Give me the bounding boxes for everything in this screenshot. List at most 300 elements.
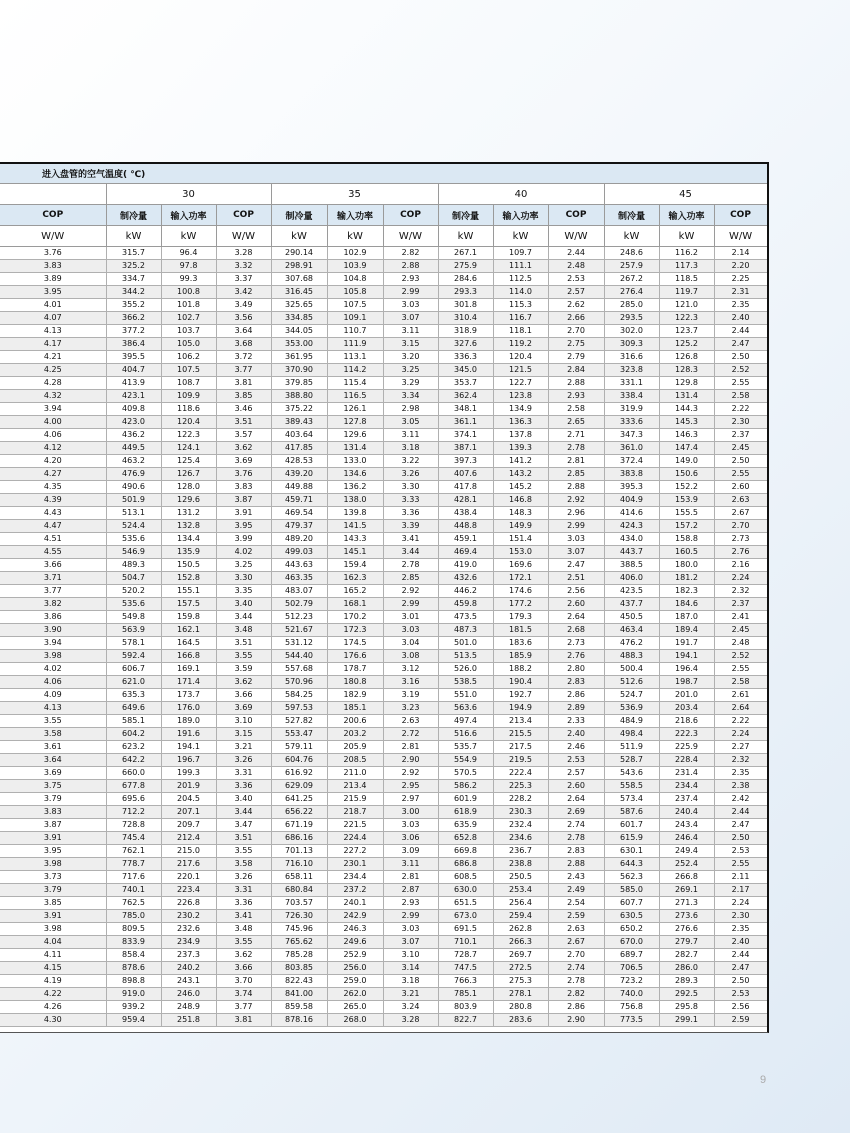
table-cell: 2.31 [714, 286, 767, 299]
table-cell: 2.93 [548, 390, 604, 403]
table-cell: 573.4 [604, 793, 659, 806]
table-cell: 327.6 [438, 338, 493, 351]
table-cell: 3.81 [216, 377, 271, 390]
table-cell: 428.1 [438, 494, 493, 507]
table-cell: 152.2 [659, 481, 714, 494]
table-cell: 4.04 [0, 936, 106, 949]
table-cell: 2.85 [383, 572, 438, 585]
table-cell: 3.36 [383, 507, 438, 520]
table-cell: 3.26 [216, 754, 271, 767]
table-cell: 618.9 [438, 806, 493, 819]
table-row [0, 663, 767, 676]
table-cell: 181.5 [493, 624, 548, 637]
table-cell: 176.0 [161, 702, 216, 715]
table-cell: 3.46 [216, 403, 271, 416]
input-power-header: 输入功率 [493, 205, 548, 226]
table-cell: 3.01 [383, 611, 438, 624]
table-cell: 280.8 [493, 1001, 548, 1014]
table-cell: 2.85 [548, 468, 604, 481]
table-cell: 131.4 [659, 390, 714, 403]
table-cell: 112.5 [493, 273, 548, 286]
table-cell: 148.3 [493, 507, 548, 520]
table-cell: 521.67 [271, 624, 327, 637]
table-cell: 898.8 [106, 975, 161, 988]
table-row [0, 377, 767, 390]
table-cell: 2.71 [548, 429, 604, 442]
table-cell: 213.4 [493, 715, 548, 728]
table-cell: 2.76 [714, 546, 767, 559]
table-row [0, 273, 767, 286]
table-cell: 2.41 [714, 611, 767, 624]
table-cell: 2.55 [714, 377, 767, 390]
table-cell: 500.4 [604, 663, 659, 676]
table-cell: 353.7 [438, 377, 493, 390]
table-cell: 307.68 [271, 273, 327, 286]
table-cell: 2.89 [548, 702, 604, 715]
table-cell: 97.8 [161, 260, 216, 273]
table-cell: 4.12 [0, 442, 106, 455]
table-cell: 2.88 [548, 377, 604, 390]
table-cell: 2.42 [714, 793, 767, 806]
table-cell: 379.85 [271, 377, 327, 390]
table-cell: 395.3 [604, 481, 659, 494]
table-cell: 2.35 [714, 299, 767, 312]
table-cell: 2.40 [714, 312, 767, 325]
table-cell: 476.2 [604, 637, 659, 650]
table-cell: 2.90 [548, 1014, 604, 1027]
table-cell: 331.1 [604, 377, 659, 390]
table-cell: 2.24 [714, 572, 767, 585]
table-cell: 230.1 [327, 858, 383, 871]
table-cell: 513.1 [106, 507, 161, 520]
table-cell: 282.7 [659, 949, 714, 962]
table-cell: 649.6 [106, 702, 161, 715]
table-cell: 723.2 [604, 975, 659, 988]
table-cell: 858.4 [106, 949, 161, 962]
table-cell: 301.8 [438, 299, 493, 312]
table-cell: 3.66 [216, 689, 271, 702]
table-cell: 822.43 [271, 975, 327, 988]
performance-table-container [0, 162, 769, 1033]
table-cell: 2.88 [548, 481, 604, 494]
table-cell: 728.7 [438, 949, 493, 962]
table-cell: 158.8 [659, 533, 714, 546]
table-cell: 601.7 [604, 819, 659, 832]
table-cell: 3.55 [216, 936, 271, 949]
table-cell: 3.79 [0, 884, 106, 897]
table-cell: 553.47 [271, 728, 327, 741]
table-cell: 459.1 [438, 533, 493, 546]
table-cell: 606.7 [106, 663, 161, 676]
table-cell: 3.94 [0, 403, 106, 416]
cop-header: COP [383, 205, 438, 226]
table-cell: 145.2 [493, 481, 548, 494]
table-cell: 652.8 [438, 832, 493, 845]
table-cell: 2.37 [714, 429, 767, 442]
table-cell: 113.1 [327, 351, 383, 364]
table-cell: 215.9 [327, 793, 383, 806]
table-cell: 2.92 [383, 585, 438, 598]
table-cell: 344.05 [271, 325, 327, 338]
table-cell: 3.98 [0, 858, 106, 871]
table-cell: 641.25 [271, 793, 327, 806]
table-cell: 2.99 [383, 910, 438, 923]
table-cell: 133.0 [327, 455, 383, 468]
table-cell: 520.2 [106, 585, 161, 598]
table-row [0, 910, 767, 923]
table-cell: 3.14 [383, 962, 438, 975]
table-row [0, 585, 767, 598]
table-cell: 557.68 [271, 663, 327, 676]
table-cell: 4.27 [0, 468, 106, 481]
table-cell: 395.5 [106, 351, 161, 364]
table-cell: 200.6 [327, 715, 383, 728]
table-cell: 2.47 [714, 819, 767, 832]
table-cell: 170.2 [327, 611, 383, 624]
table-cell: 4.06 [0, 676, 106, 689]
table-cell: 155.5 [659, 507, 714, 520]
cooling-capacity-header: 制冷量 [106, 205, 161, 226]
table-cell: 3.91 [0, 832, 106, 845]
table-cell: 2.83 [548, 676, 604, 689]
table-cell: 248.9 [161, 1001, 216, 1014]
table-cell: 344.2 [106, 286, 161, 299]
table-cell: 2.59 [548, 910, 604, 923]
table-cell: 3.56 [216, 312, 271, 325]
table-cell: 2.33 [548, 715, 604, 728]
unit-kw: kW [327, 226, 383, 247]
table-cell: 237.4 [659, 793, 714, 806]
input-power-header: 输入功率 [327, 205, 383, 226]
table-cell: 432.6 [438, 572, 493, 585]
table-cell: 2.48 [548, 260, 604, 273]
table-cell: 3.57 [216, 429, 271, 442]
table-cell: 3.03 [383, 923, 438, 936]
table-cell: 3.83 [0, 260, 106, 273]
table-cell: 2.53 [714, 845, 767, 858]
table-cell: 2.40 [548, 728, 604, 741]
table-cell: 2.65 [548, 416, 604, 429]
table-cell: 409.8 [106, 403, 161, 416]
table-cell: 268.0 [327, 1014, 383, 1027]
table-cell: 2.53 [548, 754, 604, 767]
table-title: 进入盘管的空气温度( ℃) [0, 164, 767, 184]
table-cell: 671.19 [271, 819, 327, 832]
table-cell: 240.4 [659, 806, 714, 819]
table-cell: 3.15 [383, 338, 438, 351]
table-cell: 656.22 [271, 806, 327, 819]
table-cell: 2.44 [714, 325, 767, 338]
table-cell: 386.4 [106, 338, 161, 351]
table-cell: 249.4 [659, 845, 714, 858]
table-cell: 2.60 [548, 780, 604, 793]
page-number: 9 [760, 1074, 767, 1086]
table-cell: 221.5 [327, 819, 383, 832]
table-cell: 2.70 [548, 325, 604, 338]
table-cell: 191.7 [659, 637, 714, 650]
table-cell: 213.4 [327, 780, 383, 793]
table-cell: 4.19 [0, 975, 106, 988]
table-cell: 4.13 [0, 702, 106, 715]
table-cell: 762.5 [106, 897, 161, 910]
table-cell: 361.95 [271, 351, 327, 364]
table-cell: 528.7 [604, 754, 659, 767]
table-cell: 728.8 [106, 819, 161, 832]
table-cell: 2.48 [714, 637, 767, 650]
table-cell: 2.44 [714, 806, 767, 819]
table-cell: 366.2 [106, 312, 161, 325]
table-cell: 184.6 [659, 598, 714, 611]
table-cell: 292.5 [659, 988, 714, 1001]
table-cell: 535.6 [106, 598, 161, 611]
table-cell: 189.0 [161, 715, 216, 728]
table-cell: 3.70 [216, 975, 271, 988]
table-row [0, 923, 767, 936]
table-cell: 658.11 [271, 871, 327, 884]
table-cell: 959.4 [106, 1014, 161, 1027]
unit-ww: W/W [216, 226, 271, 247]
table-cell: 513.5 [438, 650, 493, 663]
table-cell: 3.59 [216, 663, 271, 676]
table-cell: 635.3 [106, 689, 161, 702]
table-cell: 2.75 [548, 338, 604, 351]
table-cell: 309.3 [604, 338, 659, 351]
table-cell: 383.8 [604, 468, 659, 481]
table-cell: 4.06 [0, 429, 106, 442]
table-cell: 3.40 [216, 598, 271, 611]
table-row [0, 676, 767, 689]
table-cell: 706.5 [604, 962, 659, 975]
table-cell: 185.1 [327, 702, 383, 715]
table-cell: 2.53 [548, 273, 604, 286]
table-cell: 2.25 [714, 273, 767, 286]
table-cell: 3.51 [216, 832, 271, 845]
table-cell: 225.9 [659, 741, 714, 754]
temperature-header-30: 30 [106, 184, 271, 205]
table-cell: 4.02 [0, 663, 106, 676]
table-cell: 164.5 [161, 637, 216, 650]
table-cell: 3.31 [216, 767, 271, 780]
table-cell: 570.5 [438, 767, 493, 780]
table-cell: 266.3 [493, 936, 548, 949]
table-cell: 499.03 [271, 546, 327, 559]
table-cell: 443.63 [271, 559, 327, 572]
table-cell: 240.1 [327, 897, 383, 910]
table-cell: 3.76 [216, 468, 271, 481]
table-row [0, 637, 767, 650]
table-cell: 336.3 [438, 351, 493, 364]
table-cell: 166.8 [161, 650, 216, 663]
table-cell: 146.3 [659, 429, 714, 442]
table-cell: 689.7 [604, 949, 659, 962]
temperature-header-35: 35 [271, 184, 438, 205]
table-cell: 2.50 [714, 975, 767, 988]
table-cell: 3.32 [216, 260, 271, 273]
table-cell: 122.3 [161, 429, 216, 442]
table-cell: 436.2 [106, 429, 161, 442]
table-cell: 4.11 [0, 949, 106, 962]
table-cell: 686.8 [438, 858, 493, 871]
lead-unit-header: W/W [0, 226, 106, 247]
table-cell: 592.4 [106, 650, 161, 663]
table-cell: 273.6 [659, 910, 714, 923]
table-row [0, 767, 767, 780]
table-cell: 404.7 [106, 364, 161, 377]
table-cell: 3.51 [216, 637, 271, 650]
table-cell: 434.0 [604, 533, 659, 546]
table-cell: 756.8 [604, 1001, 659, 1014]
table-cell: 449.88 [271, 481, 327, 494]
table-cell: 3.51 [216, 416, 271, 429]
table-cell: 563.9 [106, 624, 161, 637]
lead-cop-header: COP [0, 205, 106, 226]
table-cell: 232.6 [161, 923, 216, 936]
table-cell: 227.2 [327, 845, 383, 858]
table-cell: 2.22 [714, 715, 767, 728]
table-cell: 3.30 [383, 481, 438, 494]
table-cell: 686.16 [271, 832, 327, 845]
table-cell: 276.4 [604, 286, 659, 299]
table-cell: 116.5 [327, 390, 383, 403]
table-cell: 2.57 [548, 767, 604, 780]
table-cell: 162.1 [161, 624, 216, 637]
cop-header: COP [216, 205, 271, 226]
table-cell: 160.5 [659, 546, 714, 559]
table-cell: 188.2 [493, 663, 548, 676]
table-cell: 262.0 [327, 988, 383, 1001]
table-cell: 111.9 [327, 338, 383, 351]
table-cell: 139.3 [493, 442, 548, 455]
table-cell: 105.8 [327, 286, 383, 299]
table-cell: 145.3 [659, 416, 714, 429]
table-row [0, 351, 767, 364]
table-cell: 2.88 [383, 260, 438, 273]
table-cell: 3.44 [216, 611, 271, 624]
table-cell: 265.0 [327, 1001, 383, 1014]
table-cell: 174.6 [493, 585, 548, 598]
table-cell: 3.49 [216, 299, 271, 312]
table-cell: 3.26 [216, 871, 271, 884]
table-cell: 3.34 [383, 390, 438, 403]
table-cell: 151.4 [493, 533, 548, 546]
table-row [0, 260, 767, 273]
table-cell: 124.1 [161, 442, 216, 455]
table-cell: 168.1 [327, 598, 383, 611]
temperature-header-blank [0, 184, 106, 205]
table-cell: 120.4 [493, 351, 548, 364]
table-cell: 3.89 [0, 273, 106, 286]
table-row [0, 299, 767, 312]
table-cell: 554.9 [438, 754, 493, 767]
table-cell: 134.6 [327, 468, 383, 481]
table-cell: 3.62 [216, 676, 271, 689]
table-cell: 4.02 [216, 546, 271, 559]
table-row [0, 598, 767, 611]
table-cell: 119.7 [659, 286, 714, 299]
table-cell: 484.9 [604, 715, 659, 728]
table-row [0, 754, 767, 767]
table-cell: 2.55 [714, 468, 767, 481]
table-cell: 3.66 [216, 962, 271, 975]
table-cell: 2.73 [714, 533, 767, 546]
table-cell: 2.83 [548, 845, 604, 858]
table-cell: 526.0 [438, 663, 493, 676]
table-cell: 2.64 [548, 611, 604, 624]
table-cell: 585.1 [106, 715, 161, 728]
table-cell: 219.5 [493, 754, 548, 767]
table-cell: 2.78 [548, 975, 604, 988]
table-cell: 3.11 [383, 429, 438, 442]
table-cell: 139.8 [327, 507, 383, 520]
table-cell: 785.1 [438, 988, 493, 1001]
table-cell: 3.07 [383, 312, 438, 325]
table-cell: 118.6 [161, 403, 216, 416]
table-cell: 125.4 [161, 455, 216, 468]
table-cell: 439.20 [271, 468, 327, 481]
table-cell: 109.1 [327, 312, 383, 325]
table-cell: 621.0 [106, 676, 161, 689]
table-cell: 102.9 [327, 247, 383, 260]
table-cell: 604.76 [271, 754, 327, 767]
table-cell: 2.52 [714, 650, 767, 663]
unit-header-row [0, 226, 767, 247]
table-cell: 316.6 [604, 351, 659, 364]
table-cell: 695.6 [106, 793, 161, 806]
table-row [0, 312, 767, 325]
table-cell: 701.13 [271, 845, 327, 858]
table-row [0, 533, 767, 546]
table-cell: 680.84 [271, 884, 327, 897]
table-cell: 3.05 [383, 416, 438, 429]
table-cell: 377.2 [106, 325, 161, 338]
table-cell: 2.64 [548, 793, 604, 806]
table-row [0, 728, 767, 741]
table-cell: 2.50 [714, 351, 767, 364]
table-cell: 228.2 [493, 793, 548, 806]
table-cell: 2.78 [548, 442, 604, 455]
table-row [0, 611, 767, 624]
table-cell: 223.4 [161, 884, 216, 897]
table-cell: 449.5 [106, 442, 161, 455]
table-cell: 169.1 [161, 663, 216, 676]
table-cell: 102.7 [161, 312, 216, 325]
table-cell: 215.0 [161, 845, 216, 858]
table-cell: 230.3 [493, 806, 548, 819]
table-cell: 232.4 [493, 819, 548, 832]
table-cell: 136.2 [327, 481, 383, 494]
table-cell: 2.93 [383, 897, 438, 910]
table-cell: 155.1 [161, 585, 216, 598]
table-cell: 246.0 [161, 988, 216, 1001]
table-cell: 103.7 [161, 325, 216, 338]
table-cell: 3.28 [383, 1014, 438, 1027]
table-cell: 2.99 [548, 520, 604, 533]
table-cell: 171.4 [161, 676, 216, 689]
table-cell: 448.8 [438, 520, 493, 533]
table-cell: 3.87 [216, 494, 271, 507]
table-cell: 182.3 [659, 585, 714, 598]
table-cell: 2.50 [714, 455, 767, 468]
table-cell: 3.98 [0, 923, 106, 936]
table-cell: 234.4 [659, 780, 714, 793]
table-cell: 2.44 [548, 247, 604, 260]
table-cell: 651.5 [438, 897, 493, 910]
table-cell: 234.6 [493, 832, 548, 845]
table-cell: 2.99 [383, 286, 438, 299]
table-cell: 110.7 [327, 325, 383, 338]
table-cell: 459.8 [438, 598, 493, 611]
table-cell: 96.4 [161, 247, 216, 260]
